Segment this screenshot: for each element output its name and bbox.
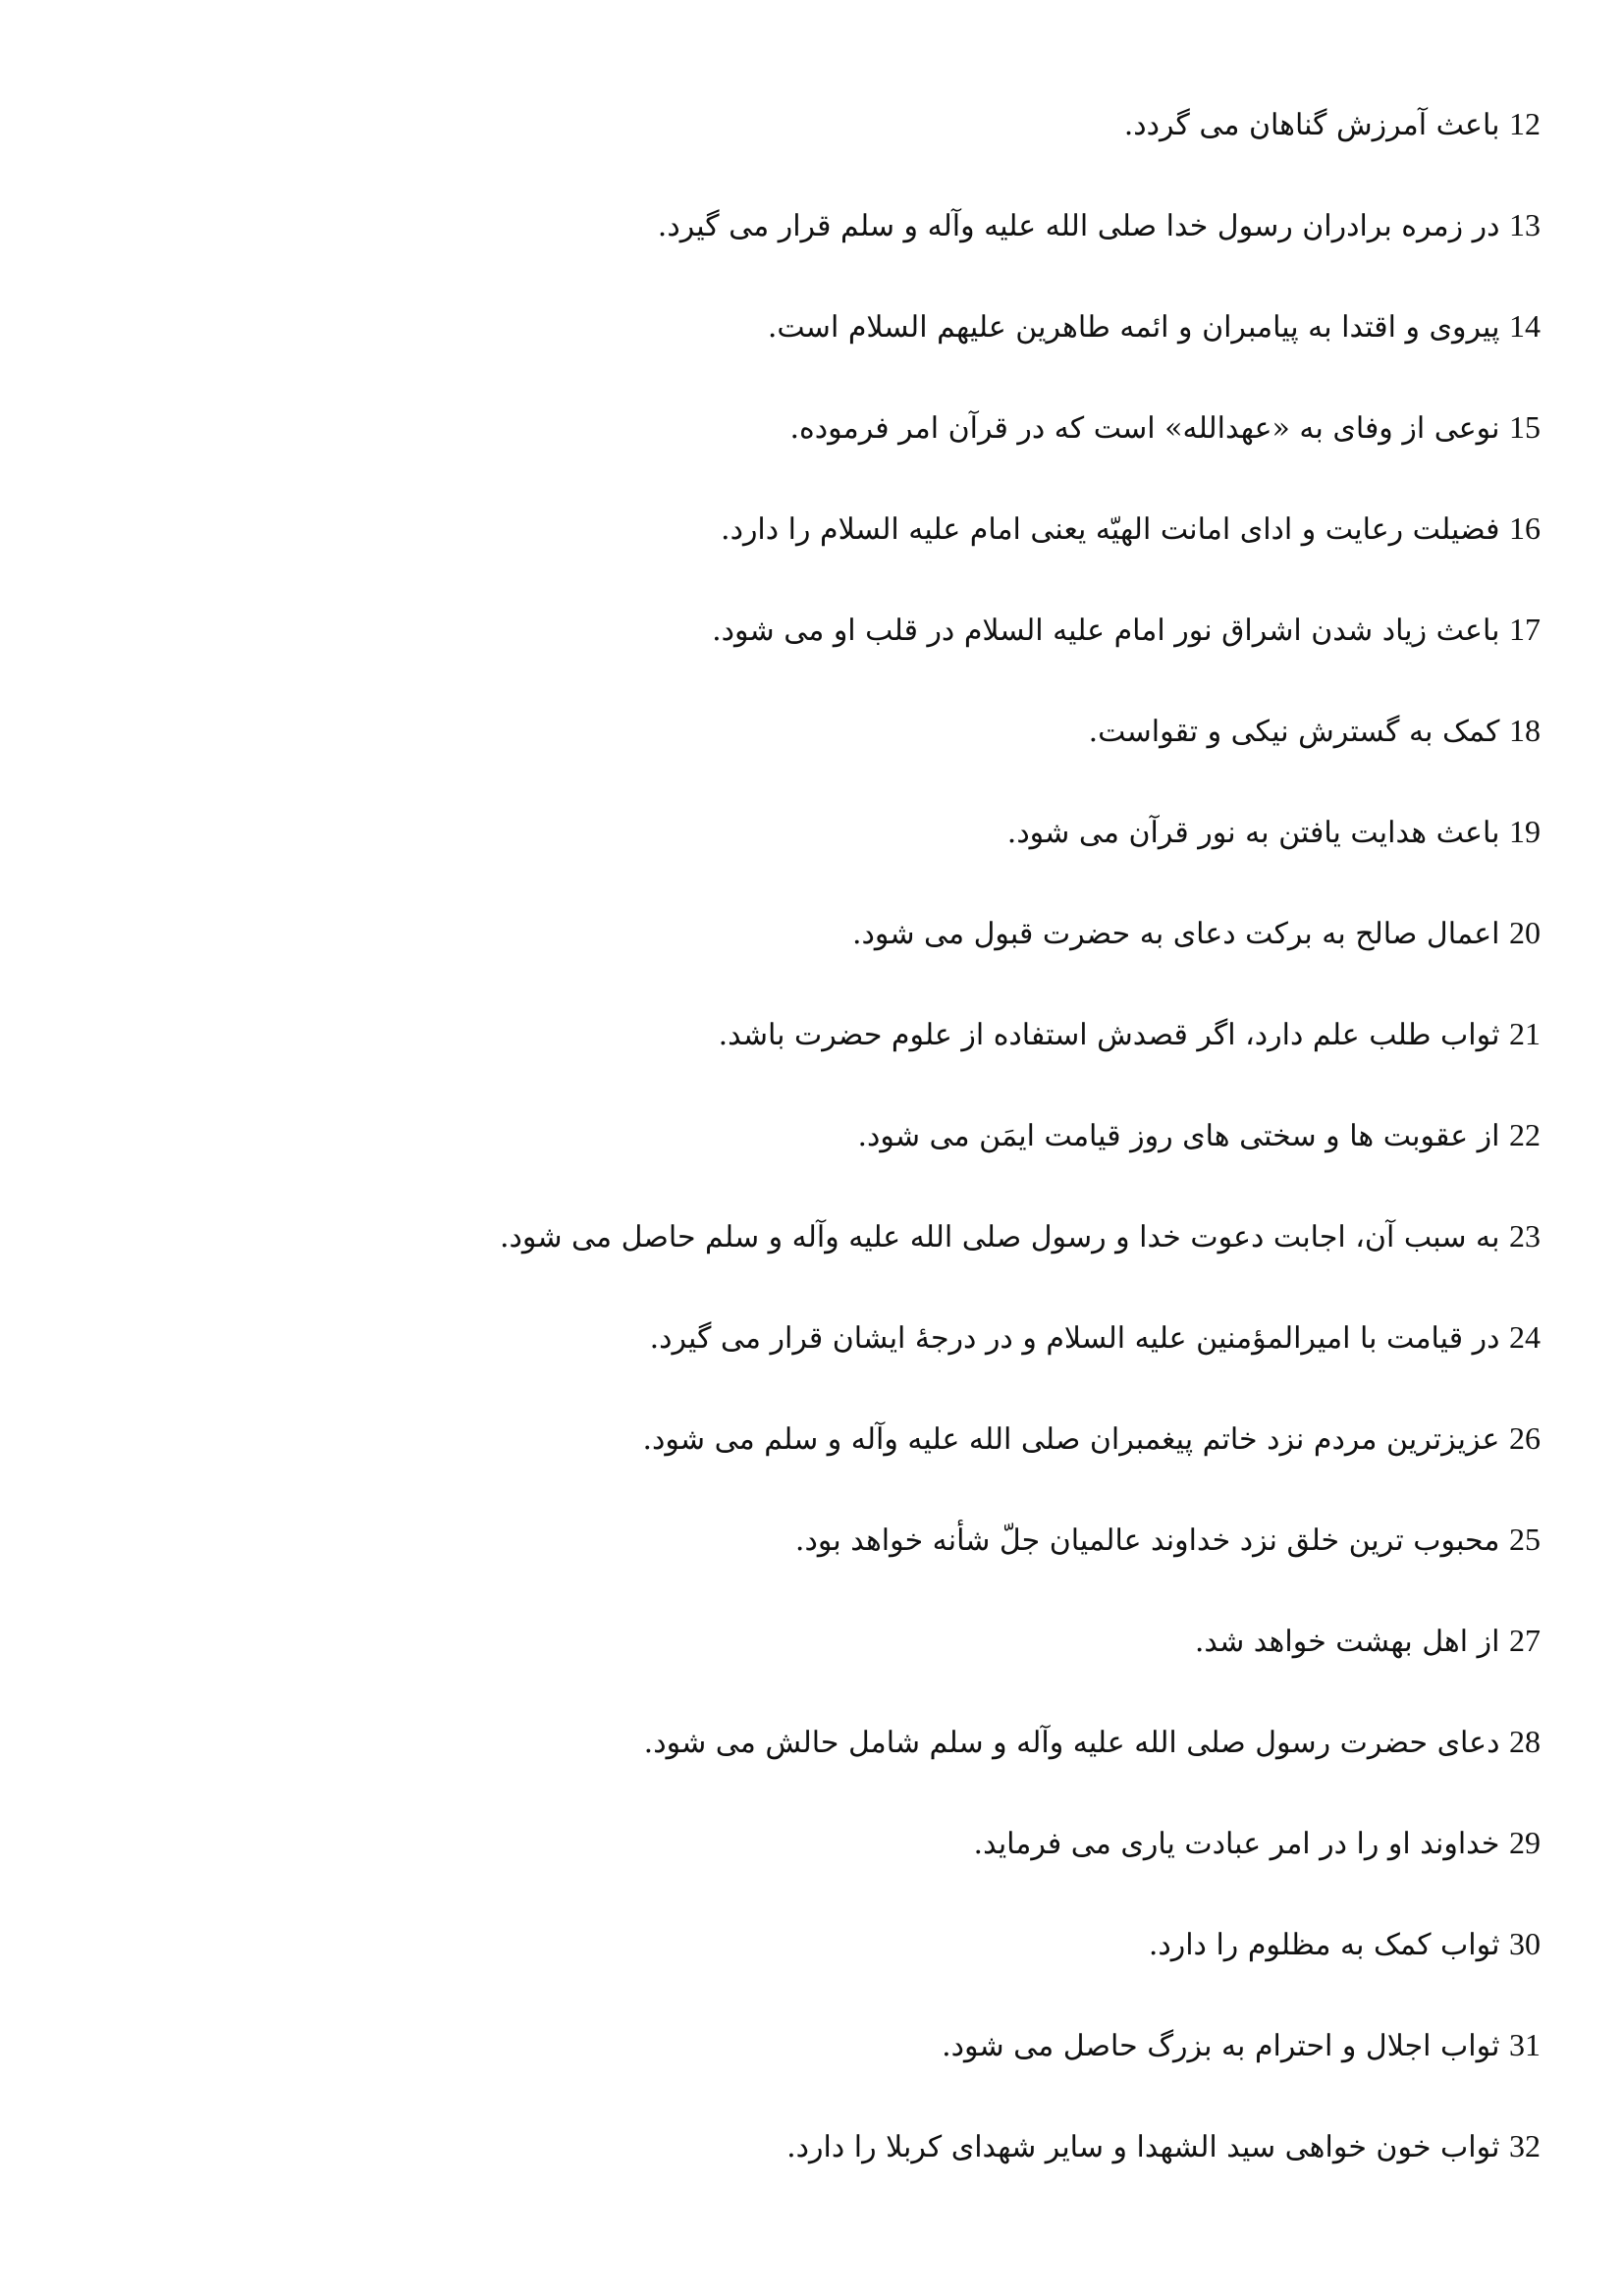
item-number: 26: [1509, 1420, 1541, 1456]
item-text: محبوب ترین خلق نزد خداوند عالمیان جلّ شأنه خواهد بود.: [794, 1523, 1500, 1558]
list-item: [87, 701, 1541, 802]
list-item: [87, 499, 1541, 600]
item-number: 28: [1509, 1724, 1541, 1759]
item-number: 22: [1509, 1117, 1541, 1152]
list-item: [87, 1611, 1541, 1712]
item-text: باعث زیاد شدن اشراق نور امام علیه السلام در قلب او می شود.: [712, 614, 1500, 648]
list-item: [87, 2015, 1541, 2116]
item-number: 15: [1509, 409, 1541, 445]
list-item: [87, 1105, 1541, 1206]
item-number: 31: [1509, 2027, 1541, 2062]
item-text: در قیامت با امیرالمؤمنین علیه السلام و در درجهٔ ایشان قرار می گیرد.: [649, 1321, 1500, 1356]
item-text: در زمره برادران رسول خدا صلی الله علیه وآله و سلم قرار می گیرد.: [657, 209, 1500, 243]
item-number: 23: [1509, 1218, 1541, 1254]
item-number: 24: [1509, 1319, 1541, 1355]
list-item: [87, 1813, 1541, 1914]
item-text: ثواب طلب علم دارد، اگر قصدش استفاده از علوم حضرت باشد.: [718, 1018, 1500, 1052]
item-number: 19: [1509, 814, 1541, 849]
list-item: [87, 903, 1541, 1004]
item-number: 21: [1509, 1016, 1541, 1051]
list-item: [87, 802, 1541, 903]
list-item: [87, 1712, 1541, 1813]
item-number: 30: [1509, 1926, 1541, 1961]
item-number: 25: [1509, 1522, 1541, 1557]
list-item: [87, 1409, 1541, 1510]
item-number: 32: [1509, 2128, 1541, 2163]
item-number: 17: [1509, 612, 1541, 647]
item-text: عزیزترین مردم نزد خاتم پیغمبران صلی الله علیه وآله و سلم می شود.: [642, 1422, 1500, 1457]
item-text: ثواب اجلال و احترام به بزرگ حاصل می شود.: [942, 2029, 1500, 2063]
item-text: ثواب کمک به مظلوم را دارد.: [1148, 1928, 1500, 1962]
list-item: [87, 94, 1541, 195]
item-number: 29: [1509, 1825, 1541, 1860]
numbered-list: [87, 94, 1541, 2217]
list-item: [87, 1206, 1541, 1308]
item-text: باعث آمرزش گناهان می گردد.: [1123, 108, 1500, 142]
item-number: 14: [1509, 308, 1541, 344]
item-text: به سبب آن، اجابت دعوت خدا و رسول صلی الله علیه وآله و سلم حاصل می شود.: [499, 1220, 1500, 1255]
list-item: [87, 1914, 1541, 2015]
item-number: 16: [1509, 510, 1541, 546]
list-item: [87, 2116, 1541, 2217]
item-number: 18: [1509, 713, 1541, 748]
item-text: نوعی از وفای به «عهدالله» است که در قرآن امر فرموده.: [789, 411, 1500, 446]
list-item: [87, 1004, 1541, 1105]
item-text: دعای حضرت رسول صلی الله علیه وآله و سلم شامل حالش می شود.: [643, 1726, 1500, 1760]
item-text: ثواب خون خواهی سید الشهدا و سایر شهدای کربلا را دارد.: [786, 2130, 1500, 2164]
list-item: [87, 600, 1541, 701]
list-item: [87, 1510, 1541, 1611]
item-text: از اهل بهشت خواهد شد.: [1194, 1625, 1500, 1659]
list-item: [87, 398, 1541, 499]
list-item: [87, 195, 1541, 296]
item-text: پیروی و اقتدا به پیامبران و ائمه طاهرین علیهم السلام است.: [767, 310, 1500, 345]
item-text: باعث هدایت یافتن به نور قرآن می شود.: [1006, 816, 1500, 850]
list-item: [87, 1308, 1541, 1409]
item-text: کمک به گسترش نیکی و تقواست.: [1088, 715, 1500, 749]
item-text: اعمال صالح به برکت دعای به حضرت قبول می شود.: [851, 917, 1500, 951]
item-text: خداوند او را در امر عبادت یاری می فرماید.: [973, 1827, 1500, 1861]
item-number: 27: [1509, 1623, 1541, 1658]
item-text: از عقوبت ها و سختی های روز قیامت ایمَن می شود.: [857, 1119, 1500, 1153]
list-item: [87, 296, 1541, 398]
item-number: 13: [1509, 207, 1541, 242]
item-number: 12: [1509, 106, 1541, 141]
item-text: فضیلت رعایت و ادای امانت الهیّه یعنی امام علیه السلام را دارد.: [721, 512, 1500, 547]
item-number: 20: [1509, 915, 1541, 950]
